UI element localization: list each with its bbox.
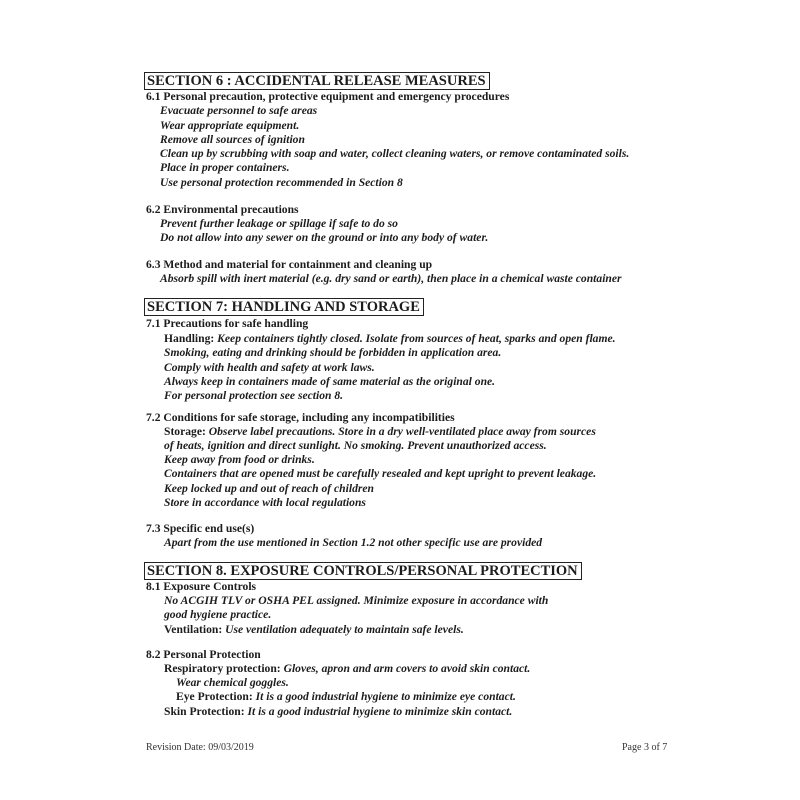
text-line: Containers that are opened must be carefully resealed and kept upright to prevent leakage. <box>164 467 597 480</box>
subsection-7-2-title: 7.2 Conditions for safe storage, including any incompatibilities <box>146 411 455 424</box>
subsection-7-1-title: 7.1 Precautions for safe handling <box>146 317 309 330</box>
skin-protection-line <box>164 705 512 719</box>
eye-protection-text: It is a good industrial hygiene to minimize eye contact. <box>255 690 516 703</box>
text-line: Do not allow into any sewer on the ground or into any body of water. <box>160 231 489 244</box>
ventilation-label: Ventilation: <box>164 623 223 636</box>
section-6-heading: SECTION 6 : ACCIDENTAL RELEASE MEASURES <box>144 72 490 90</box>
subsection-6-3-title: 6.3 Method and material for containment and cleaning up <box>146 258 433 271</box>
subsection-7-3-title: 7.3 Specific end use(s) <box>146 522 255 535</box>
text-line: Use personal protection recommended in Section 8 <box>160 176 403 189</box>
handling-text: Keep containers tightly closed. Isolate from sources of heat, sparks and open flame. <box>217 332 616 345</box>
text-line: Keep away from food or drinks. <box>164 453 315 466</box>
text-line: Clean up by scrubbing with soap and water, collect cleaning waters, or remove contaminated soils. <box>160 147 630 160</box>
handling-line <box>164 332 616 346</box>
text-line: Place in proper containers. <box>160 161 290 174</box>
handling-label: Handling: <box>164 332 215 345</box>
revision-date: Revision Date: 09/03/2019 <box>146 742 254 753</box>
skin-protection-text: It is a good industrial hygiene to minimize skin contact. <box>247 705 513 718</box>
text-line: of heats, ignition and direct sunlight. No smoking. Prevent unauthorized access. <box>164 439 547 452</box>
ventilation-line <box>164 623 464 637</box>
skin-protection-label: Skin Protection: <box>164 705 245 718</box>
text-line: Remove all sources of ignition <box>160 133 305 146</box>
respiratory-label: Respiratory protection: <box>164 662 281 675</box>
storage-line <box>164 425 596 439</box>
text-line: Keep locked up and out of reach of children <box>164 482 374 495</box>
text-line: Wear chemical goggles. <box>176 676 289 689</box>
subsection-6-2-title: 6.2 Environmental precautions <box>146 203 299 216</box>
ventilation-text: Use ventilation adequately to maintain safe levels. <box>225 623 464 636</box>
subsection-6-1-title: 6.1 Personal precaution, protective equipment and emergency procedures <box>146 90 510 103</box>
subsection-8-2-title: 8.2 Personal Protection <box>146 648 261 661</box>
subsection-8-1-title: 8.1 Exposure Controls <box>146 580 257 593</box>
text-line: good hygiene practice. <box>164 608 272 621</box>
respiratory-text: Gloves, apron and arm covers to avoid skin contact. <box>283 662 531 675</box>
eye-protection-line <box>176 690 516 704</box>
respiratory-line <box>164 662 530 676</box>
storage-text: Observe label precautions. Store in a dry well-ventilated place away from sources <box>208 425 596 438</box>
section-7-heading: SECTION 7: HANDLING AND STORAGE <box>144 298 424 316</box>
text-line: Evacuate personnel to safe areas <box>160 104 318 117</box>
text-line: Absorb spill with inert material (e.g. dry sand or earth), then place in a chemical waste container <box>160 272 622 285</box>
text-line: For personal protection see section 8. <box>164 389 344 402</box>
storage-label: Storage: <box>164 425 206 438</box>
section-8-heading: SECTION 8. EXPOSURE CONTROLS/PERSONAL PROTECTION <box>144 562 582 580</box>
text-line: Always keep in containers made of same material as the original one. <box>164 375 496 388</box>
page-number: Page 3 of 7 <box>622 742 668 753</box>
text-line: Comply with health and safety at work laws. <box>164 361 375 374</box>
text-line: Apart from the use mentioned in Section 1.2 not other specific use are provided <box>164 536 543 549</box>
text-line: Prevent further leakage or spillage if safe to do so <box>160 217 398 230</box>
text-line: No ACGIH TLV or OSHA PEL assigned. Minimize exposure in accordance with <box>164 594 549 607</box>
text-line: Smoking, eating and drinking should be forbidden in application area. <box>164 346 502 359</box>
text-line: Wear appropriate equipment. <box>160 119 300 132</box>
text-line: Store in accordance with local regulations <box>164 496 366 509</box>
eye-protection-label: Eye Protection: <box>176 690 253 703</box>
